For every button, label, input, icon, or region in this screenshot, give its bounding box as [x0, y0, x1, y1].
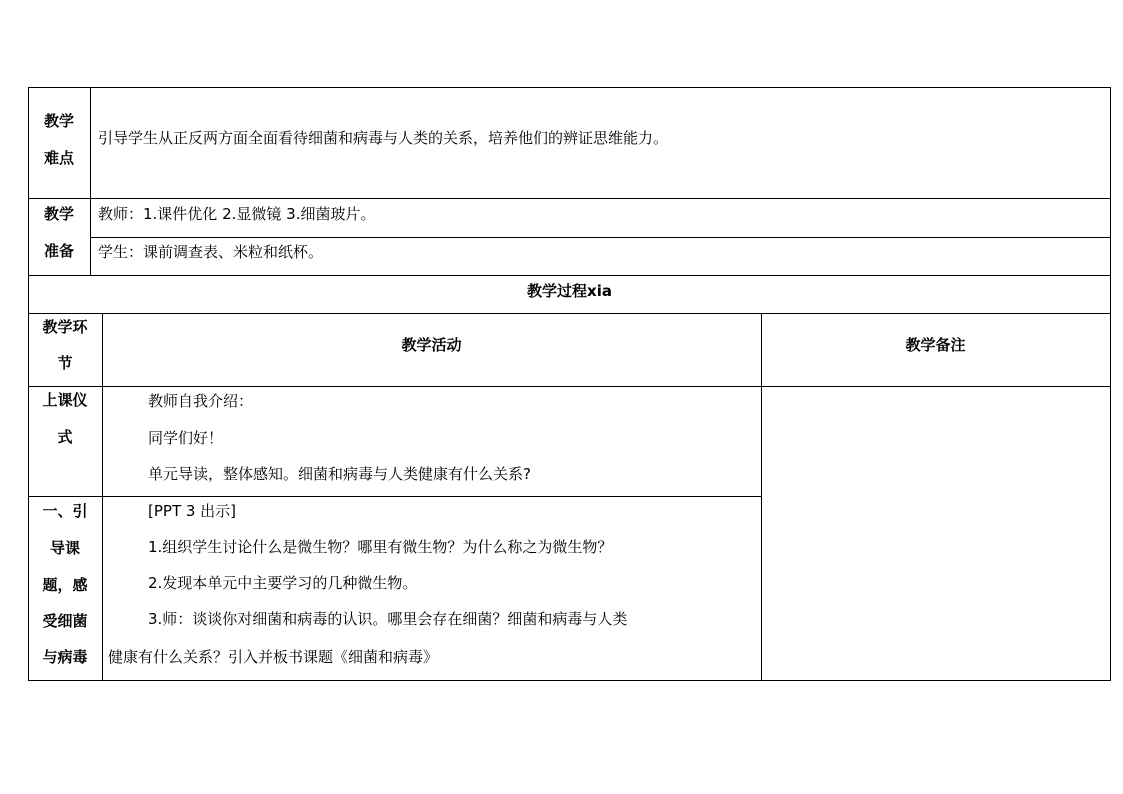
preparation-teacher: 教师：1.课件优化 2.显微镜 3.细菌玻片。 [98, 205, 376, 223]
table-line [28, 313, 1111, 314]
table-line [90, 237, 1111, 238]
row-stage-line: 式 [57, 428, 73, 446]
row-activity-line: 单元导读，整体感知。细菌和病毒与人类健康有什么关系? [148, 465, 531, 483]
row-stage-line: 上课仪 [42, 391, 88, 409]
header-stage-line1: 教学环 [42, 318, 88, 336]
process-title: 教学过程xia [527, 282, 612, 300]
header-notes: 教学备注 [905, 336, 966, 354]
preparation-student: 学生：课前调查表、米粒和纸杯。 [98, 243, 324, 261]
table-line [90, 87, 91, 275]
row-activity-line: 教师自我介绍： [148, 392, 254, 410]
header-activity: 教学活动 [401, 336, 462, 354]
table-line [1110, 87, 1111, 681]
table-line [761, 313, 762, 680]
row-activity-line: 3.师：谈谈你对细菌和病毒的认识。哪里会存在细菌？细菌和病毒与人类 [148, 610, 628, 628]
table-line [28, 87, 1111, 88]
row-activity-line: 同学们好！ [148, 429, 224, 447]
row-stage-line: 导课 [49, 539, 80, 557]
table-line [28, 680, 1111, 681]
table-line [28, 496, 762, 497]
preparation-label-line2: 准备 [43, 242, 74, 260]
preparation-label-line1: 教学 [43, 205, 74, 223]
table-line [28, 275, 1111, 276]
row-activity-line: 2.发现本单元中主要学习的几种微生物。 [148, 574, 418, 592]
row-stage-line: 与病毒 [42, 648, 88, 666]
row-stage-line: 受细菌 [42, 612, 88, 630]
row-activity-line: 健康有什么关系？引入并板书课题《细菌和病毒》 [108, 648, 439, 666]
row-activity-line: [PPT 3 出示] [148, 502, 237, 520]
difficulty-content: 引导学生从正反两方面全面看待细菌和病毒与人类的关系，培养他们的辨证思维能力。 [98, 129, 669, 147]
row-stage-line: 题，感 [42, 576, 88, 594]
table-line [102, 313, 103, 680]
row-stage-line: 一、引 [42, 502, 88, 520]
difficulty-label-line1: 教学 [43, 112, 74, 130]
row-activity-line: 1.组织学生讨论什么是微生物？哪里有微生物？为什么称之为微生物？ [148, 538, 613, 556]
table-line [28, 198, 1111, 199]
difficulty-label-line2: 难点 [43, 149, 74, 167]
header-stage-line2: 节 [57, 354, 73, 372]
table-line [28, 386, 1111, 387]
